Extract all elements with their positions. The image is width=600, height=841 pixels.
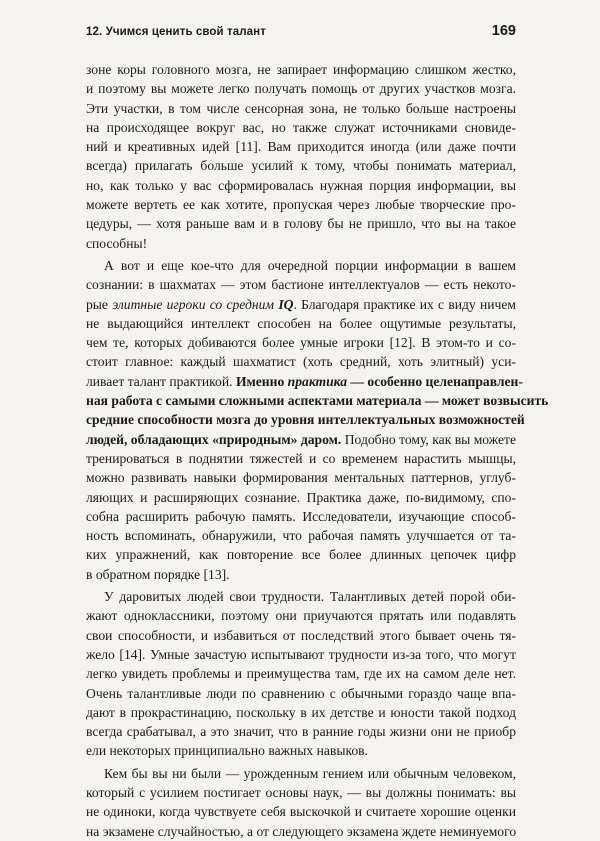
text-run: цедуры, — хотя раньше вам и в голову бы не пришло, что вы на такое (86, 216, 516, 232)
text-line (86, 118, 516, 137)
text-run: ливает талант практикой. (86, 373, 236, 389)
text-line (86, 783, 516, 802)
text-run: сознании: в шахматах — этом бастионе интеллектуалов — есть некото- (86, 277, 516, 293)
text-line (86, 195, 516, 214)
text-run: свои способности, и избавиться от последствий этого бывает очень тя- (86, 627, 516, 643)
text-line (86, 587, 516, 606)
text-run: ких упражнений, как повторение все более длинных цепочек цифр (86, 547, 516, 563)
text-run: ляющих и расширяющих сознание. Практика даже, по-видимому, спо- (86, 489, 516, 505)
text-run: способны! (86, 235, 148, 251)
text-run: стоит главное: каждый шахматист (хоть средний, хоть элитный) уси- (86, 354, 516, 370)
text-run: но, как только у вас сформировалась нужная порция информации, вы (86, 177, 516, 193)
emphasis-text: — особенно целенаправлен- (347, 373, 523, 389)
text-line (86, 391, 549, 410)
text-line (86, 410, 525, 429)
text-run: не одиноки, когда чувствуете себя выскочкой и считаете хорошие оценки (86, 804, 516, 820)
emphasis-text: Именно (235, 373, 288, 389)
text-run: дают в прокрастинацию, поскольку в их детстве и юности такой подход (86, 704, 516, 720)
text-run: Подобно тому, как вы можете (341, 431, 516, 447)
text-run: всегда срабатывал, а это значит, что в ранние годы жизни они не приобр (86, 724, 516, 740)
text-line (86, 822, 516, 841)
text-run: жают одноклассники, поэтому они приучаются прятать или подавлять (86, 608, 516, 624)
text-run: и поэтому вы можете легко получать помощь от других участков мозга. (86, 81, 516, 97)
text-run: ность вспоминать, обнаружили, что рабочая память улучшается от та- (86, 528, 516, 544)
text-line (86, 507, 516, 526)
body-text (86, 60, 549, 841)
text-run: тренироваться в поднятии тяжестей и со временем нарастить мышцы, (86, 450, 516, 466)
text-line (86, 372, 523, 391)
text-run: всегда) прилагать больше усилий к тому, чтобы понимать материал, (86, 158, 516, 174)
text-run: зоне коры головного мозга, не запирает информацию слишком жестко, (86, 62, 516, 77)
emphasis-text: IQ (278, 296, 294, 312)
text-line (86, 802, 516, 821)
text-run: Кем бы вы ни были — урожденным гением или обычным человеком, (104, 765, 516, 781)
text-line (86, 606, 516, 625)
text-line (86, 565, 516, 584)
text-run: Эти участки, в том числе сенсорная зона, не только больше настроены (86, 100, 516, 116)
text-line (86, 214, 516, 233)
text-line (86, 449, 516, 468)
emphasis-text: практика (287, 373, 348, 389)
text-run: рые (86, 296, 113, 312)
text-line (86, 703, 516, 722)
text-line (86, 741, 516, 760)
text-line (86, 645, 516, 664)
emphasis-text: людей, обладающих «природным» даром. (86, 431, 342, 447)
page-number: 169 (491, 23, 516, 39)
text-run: жело [14]. Умные зачастую испытывают трудности из-за того, что могут (86, 646, 516, 662)
text-line (86, 79, 516, 98)
text-line (86, 468, 516, 487)
text-run: который с усилием постигает основы наук, — вы должны понимать: вы (86, 784, 516, 800)
text-line (86, 176, 516, 195)
text-line (86, 430, 516, 449)
text-line (86, 664, 516, 683)
text-line (86, 764, 516, 783)
emphasis-text: средние способности мозга до уровня интеллектуальных возможностей (86, 412, 525, 428)
emphasis-text: ная работа с самыми сложными аспектами материала — может возвысить (86, 393, 549, 409)
text-run: не выдающийся интеллект способен на более ощутимые результаты, (86, 315, 516, 331)
text-line (86, 314, 516, 333)
text-line (86, 60, 516, 79)
text-run: Очень талантливые люди по сравнению с обычными гораздо чаще впа- (86, 685, 516, 701)
text-line (86, 722, 516, 741)
text-run: А вот и еще кое-что для очередной порции информации в вашем (104, 257, 516, 273)
text-run: на экзамене случайностью, а от следующего экзамена ждете неминуемого (86, 823, 517, 839)
text-run: . Благодаря практике их с виду ничем (293, 296, 516, 312)
text-line (86, 295, 516, 314)
text-run: в обратном порядке [13]. (86, 566, 230, 582)
text-run: можете вертеть ее как хотите, пропуская через любые творческие про- (86, 197, 516, 213)
emphasis-text: элитные игроки со средним (112, 296, 279, 312)
text-run: чем те, которых добиваются более умные игроки [12]. В этом-то и со- (86, 335, 516, 351)
chapter-running-title: 12. Учимся ценить свой талант (86, 26, 266, 38)
text-line (86, 684, 516, 703)
text-line (86, 545, 516, 564)
text-run: на происходящее вокруг вас, но также служат источниками сновиде- (86, 119, 516, 135)
text-run: легко увидеть проблемы и преимущества там, где их на самом деле нет. (86, 666, 516, 682)
text-run: ели некоторых принципиально важных навыков. (86, 743, 368, 759)
text-line (86, 352, 516, 371)
text-run: У даровитых людей свои трудности. Талантливых детей порой оби- (104, 589, 516, 605)
running-head (86, 23, 516, 39)
text-line (86, 99, 516, 118)
text-run: можно развивать навыки формирования ментальных паттернов, углуб- (86, 470, 516, 486)
text-line (86, 626, 516, 645)
text-line (86, 137, 516, 156)
text-line (86, 234, 516, 253)
text-line (86, 488, 516, 507)
text-line (86, 256, 516, 275)
text-line (86, 526, 516, 545)
text-run: собна расширить рабочую память. Исследователи, изучающие способ- (86, 508, 516, 524)
text-line (86, 156, 516, 175)
text-run: ний и креативных идей [11]. Вам приходится иногда (или даже почти (86, 139, 516, 155)
text-line (86, 333, 516, 352)
text-line (86, 275, 516, 294)
